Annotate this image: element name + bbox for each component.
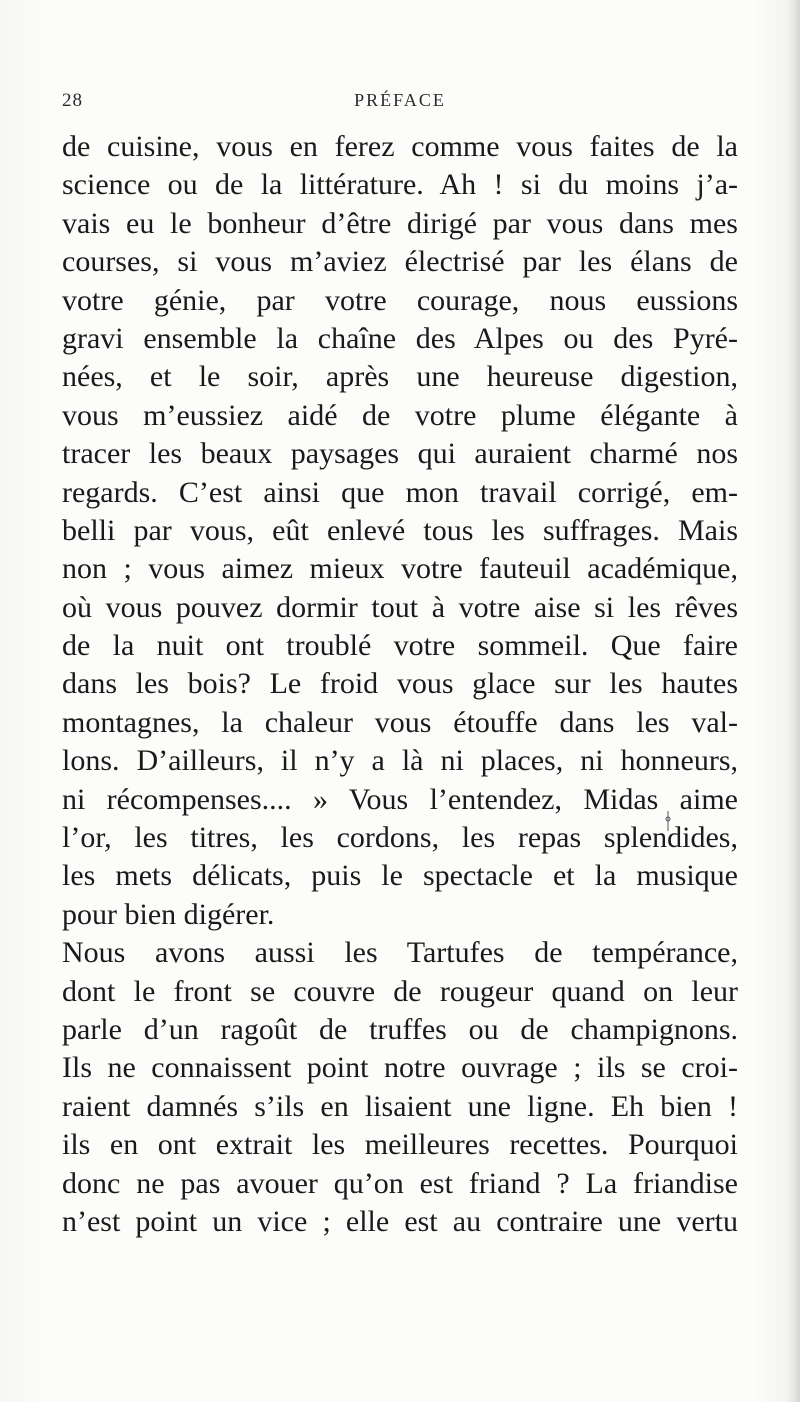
text-line: vous m’eussiez aidé de votre plume élégante à (62, 398, 738, 432)
text-line-paragraph-start: Nous avons aussi les Tartufes de tempérance, (62, 936, 738, 970)
text-line: nées, et le soir, après une heureuse digestion, (62, 360, 738, 394)
text-line: dont le front se couvre de rougeur quand on leur (62, 974, 738, 1008)
running-title: PRÉFACE (354, 90, 446, 110)
text-line: courses, si vous m’aviez électrisé par les élans de (62, 245, 738, 279)
text-line: parle d’un ragoût de truffes ou de champignons. (62, 1012, 738, 1046)
text-line: votre génie, par votre courage, nous eussions (62, 283, 738, 317)
page-edge-shadow (786, 0, 800, 1402)
body-text (62, 128, 738, 1241)
text-line: tracer les beaux paysages qui auraient charmé nos (62, 437, 738, 471)
text-line: les mets délicats, puis le spectacle et la musique (62, 859, 738, 893)
text-line: donc ne pas avouer qu’on est friand ? La friandise (62, 1166, 738, 1200)
text-line: n’est point un vice ; elle est au contraire une vertu (62, 1204, 738, 1238)
text-line: de cuisine, vous en ferez comme vous faites de la (62, 130, 738, 163)
text-line: Ils ne connaissent point notre ouvrage ; ils se croi- (62, 1051, 738, 1085)
text-line: regards. C’est ainsi que mon travail corrigé, em- (62, 475, 738, 509)
text-line: non ; vous aimez mieux votre fauteuil académique, (62, 552, 738, 586)
text-line: dans les bois? Le froid vous glace sur les hautes (62, 667, 738, 701)
text-line: ni récompenses.... » Vous l’entendez, Midas aime (62, 782, 738, 816)
text-line: de la nuit ont troublé votre sommeil. Que faire (62, 629, 738, 663)
text-line: l’or, les titres, les cordons, les repas splendides, (62, 821, 738, 855)
text-line: montagnes, la chaleur vous étouffe dans les val- (62, 705, 738, 739)
text-line: gravi ensemble la chaîne des Alpes ou des Pyré- (62, 321, 738, 355)
text-line: belli par vous, eût enlevé tous les suffrages. Mais (62, 513, 738, 547)
text-line-paragraph-end: pour bien digérer. (62, 897, 275, 931)
text-line: où vous pouvez dormir tout à votre aise si les rêves (62, 590, 738, 624)
running-head (62, 90, 738, 120)
text-line: raient damnés s’ils en lisaient une ligne. Eh bien ! (62, 1089, 738, 1123)
text-line: lons. D’ailleurs, il n’y a là ni places, ni honneurs, (62, 744, 738, 778)
text-line: ils en ont extrait les meilleures recettes. Pourquoi (62, 1128, 738, 1162)
text-line: science ou de la littérature. Ah ! si du moins j’a- (62, 168, 738, 202)
text-line: vais eu le bonheur d’être dirigé par vous dans mes (62, 206, 738, 240)
page-number: 28 (62, 90, 83, 111)
